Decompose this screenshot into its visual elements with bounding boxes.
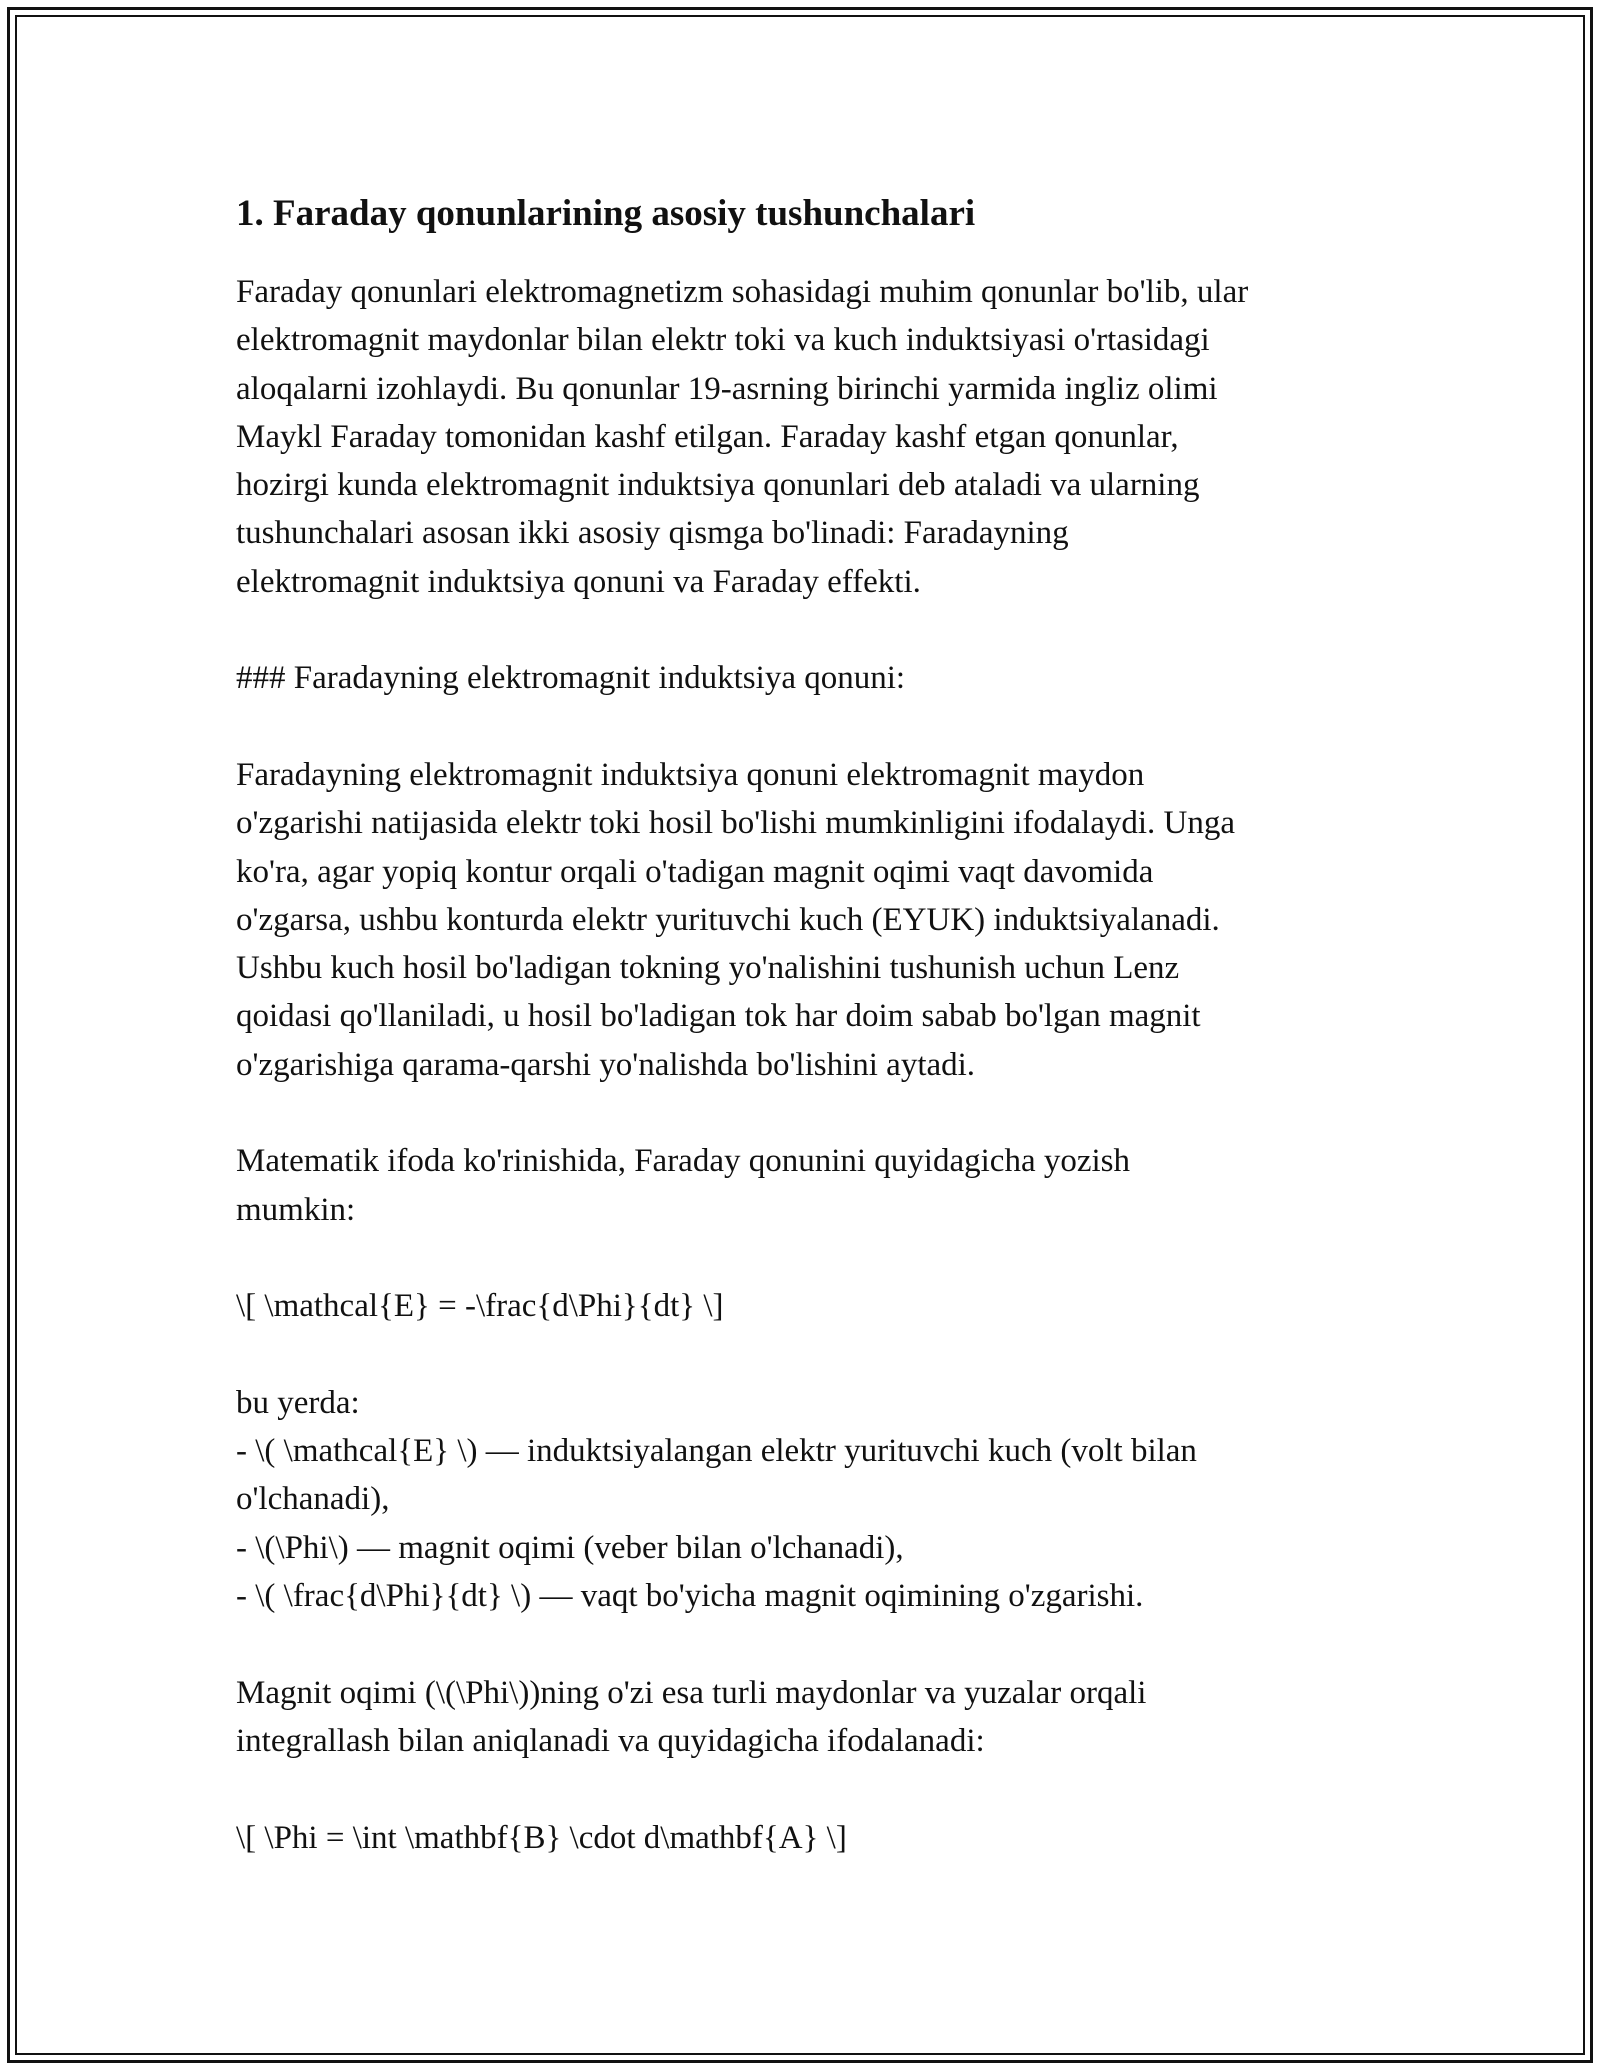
section-body: Faraday qonunlari elektromagnetizm sohasidagi muhim qonunlar bo'lib, ular elektromagnit maydonlar bilan elektr toki va kuch induktsiyasi o'rtasidagi aloqalarni izohlaydi. Bu qonunlar 19-asrning birinchi yarmida ingliz olimi Maykl Faraday tomonidan kashf etilgan. Faraday kashf etgan qonunlar, hozirgi kunda elektromagnit induktsiya qonunlari deb ataladi va ularning tushunchalari asosan ikki asosiy qismga bo'linadi: Faradayning elektromagnit induktsiya qonuni va Faraday effekti. ### Faradayning elektromagnit induktsiya qonuni: Faradayning elektromagnit induktsiya qonuni elektromagnit maydon o'zgarishi natijasida elektr toki hosil bo'lishi mumkinligini ifodalaydi. Unga ko'ra, agar yopiq kontur orqali o'tadigan magnit oqimi vaqt davomida o'zgarsa, ushbu konturda elektr yurituvchi kuch (EYUK) induktsiyalanadi. Ushbu kuch hosil bo'ladigan tokning yo'nalishini tushunish uchun Lenz qoidasi qo'llaniladi, u hosil bo'ladigan tok har doim sabab bo'lgan magnit o'zgarishiga qarama-qarshi yo'nalishda bo'lishini aytadi. Matematik ifoda ko'rinishida, Faraday qonunini quyidagicha yozish mumkin: \[ \mathcal{E} = -\frac{d\Phi}{dt} \] bu yerda: - \( \mathcal{E} \) — induktsiyalangan elektr yurituvchi kuch (volt bilan o'lchanadi), - \(\Phi\) — magnit oqimi (veber bilan o'lchanadi), - \( \frac{d\Phi}{dt} \) — vaqt bo'yicha magnit oqimining o'zgarishi. Magnit oqimi (\(\Phi\))ning o'zi esa turli maydonlar va yuzalar orqali integrallash bilan aniqlanadi va quyidagicha ifodalanadi: \[ \Phi = \int \mathbf{B} \cdot d\mathbf{A} \] (236, 274, 1249, 1856)
document-content (236, 186, 1376, 1862)
section-heading: 1. Faraday qonunlarining asosiy tushunchalari (236, 193, 976, 234)
